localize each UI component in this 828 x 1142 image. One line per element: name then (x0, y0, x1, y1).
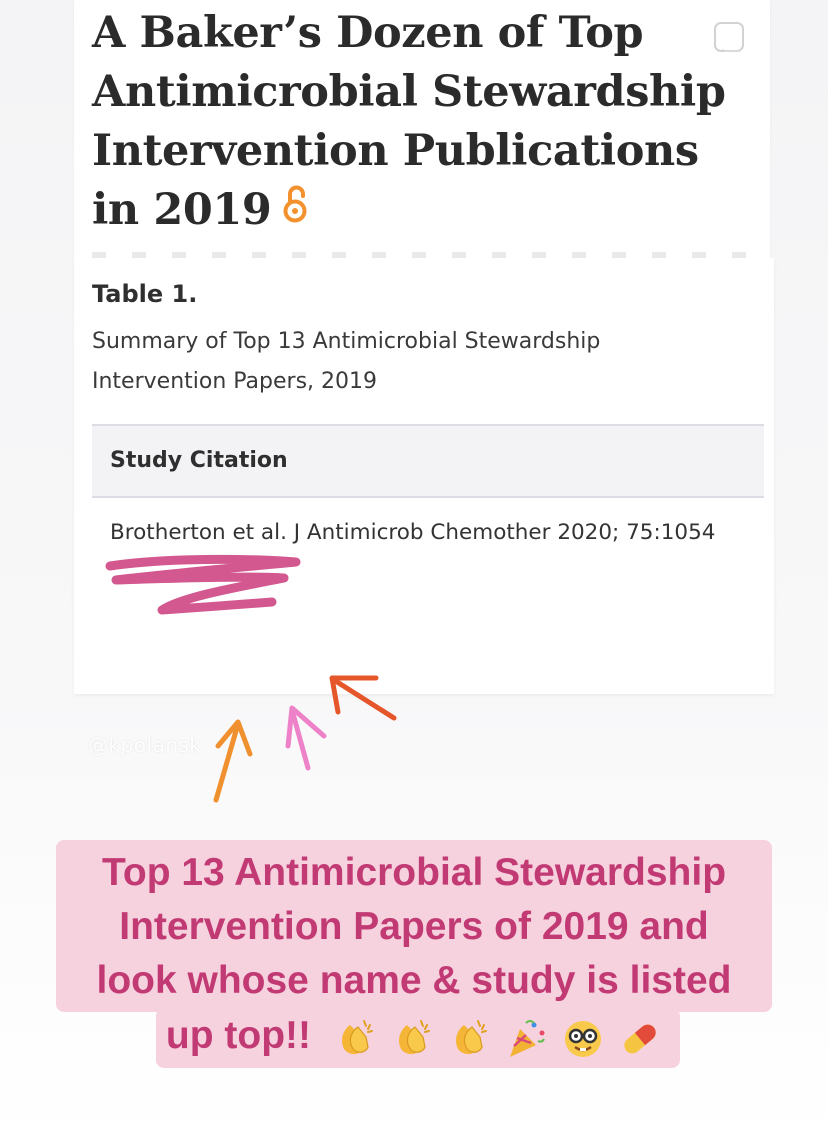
table-title: Table 1. (92, 280, 198, 308)
party-popper-icon (504, 1017, 548, 1061)
pointing-arrows (200, 660, 420, 810)
arrow-pink (288, 708, 324, 768)
story-caption-line-4-text: up top!! (165, 1014, 312, 1057)
open-access-icon (281, 184, 309, 224)
clapping-hands-icon (391, 1017, 435, 1061)
table-header (92, 424, 764, 498)
watermark: @kpolansk (88, 733, 202, 757)
clapping-hands-icon (448, 1017, 492, 1061)
emoji-row (332, 1010, 662, 1066)
table-row[interactable]: Brotherton et al. J Antimicrob Chemother 2020; 75:1054 (110, 520, 716, 545)
nerd-face-icon (561, 1017, 605, 1061)
checkbox-icon[interactable] (714, 22, 744, 52)
table-caption: Summary of Top 13 Antimicrobial Stewardship Intervention Papers, 2019 (92, 329, 601, 394)
highlight-scribble (104, 552, 304, 618)
arrow-red (332, 678, 394, 718)
story-caption-line-3: look whose name & study is listed (96, 959, 732, 1002)
pill-icon (618, 1017, 662, 1061)
story-caption-line-1: Top 13 Antimicrobial Stewardship (101, 851, 727, 894)
clapping-hands-icon (334, 1017, 378, 1061)
arrow-orange (216, 722, 250, 800)
story-caption-line-4 (0, 1008, 828, 1066)
column-header-study-citation[interactable]: Study Citation (110, 448, 288, 473)
article-title-text: A Baker’s Dozen of Top Antimicrobial Stewardship Intervention Publications in 2019 (92, 8, 726, 235)
article-title[interactable] (92, 4, 732, 240)
story-caption-line-2: Intervention Papers of 2019 and (119, 905, 709, 948)
